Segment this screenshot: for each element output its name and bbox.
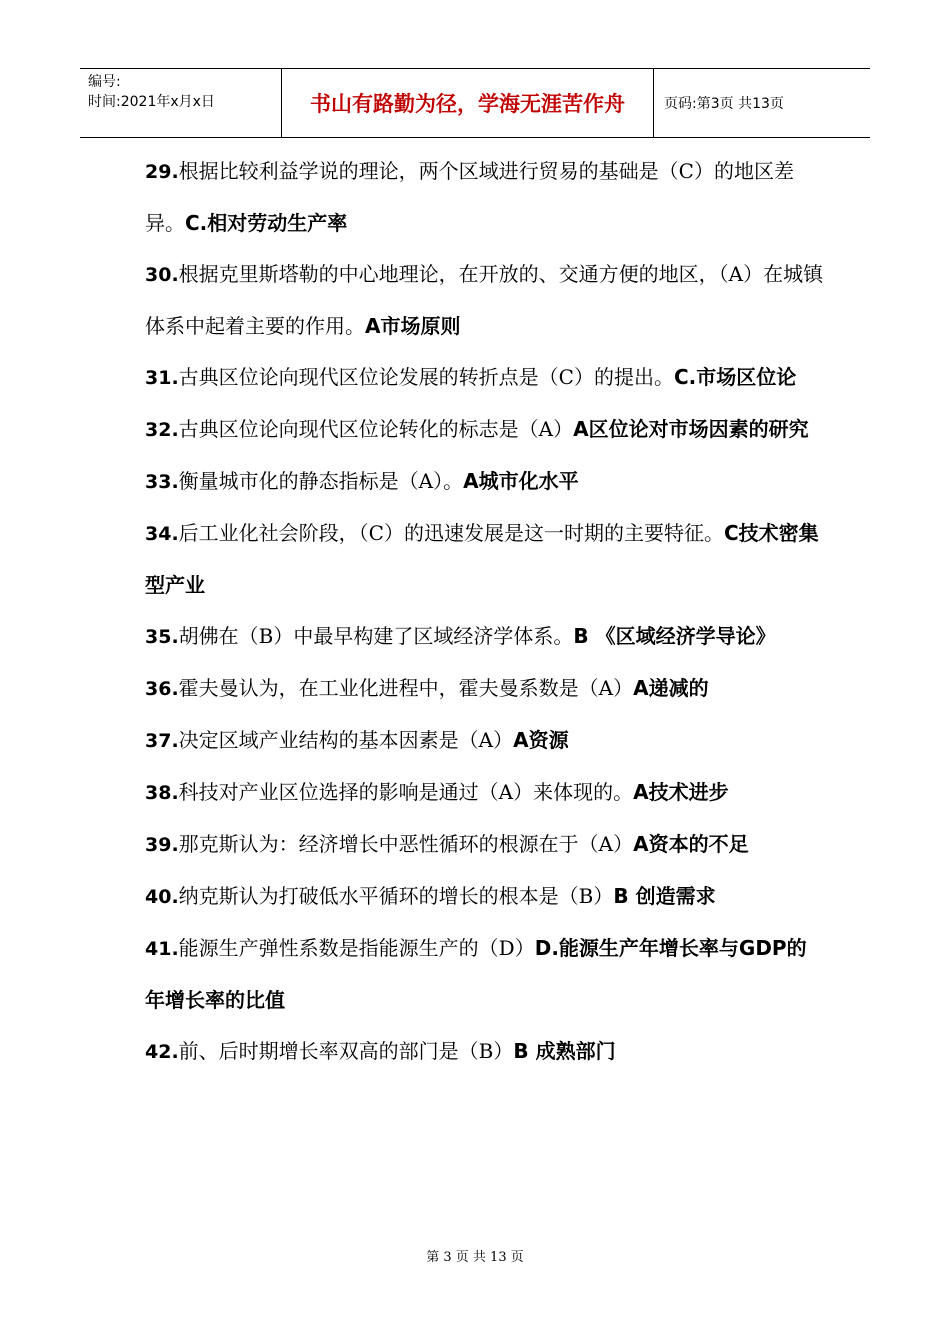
question-answer: A递减的 bbox=[633, 676, 709, 700]
question-item bbox=[145, 456, 825, 508]
question-item bbox=[145, 715, 825, 767]
header-motto: 书山有路勤为径，学海无涯苦作舟 bbox=[282, 69, 654, 137]
question-answer: A技术进步 bbox=[633, 780, 729, 804]
date-label: 时间:2021年x月x日 bbox=[88, 94, 215, 110]
question-number: 29. bbox=[145, 161, 179, 183]
question-text: 那克斯认为：经济增长中恶性循环的根源在于（A） bbox=[178, 832, 634, 856]
question-text: 古典区位论向现代区位论发展的转折点是（C）的提出。 bbox=[178, 365, 674, 389]
question-answer: B 创造需求 bbox=[613, 884, 716, 908]
question-item bbox=[145, 819, 825, 871]
question-item bbox=[145, 767, 825, 819]
question-answer: A资本的不足 bbox=[633, 832, 749, 856]
page-footer: 第 3 页 共 13 页 bbox=[426, 1250, 524, 1265]
question-text: 古典区位论向现代区位论转化的标志是（A） bbox=[178, 417, 574, 441]
question-text: 科技对产业区位选择的影响是通过（A）来体现的。 bbox=[178, 780, 634, 804]
question-answer: A资源 bbox=[513, 728, 569, 752]
question-answer: B 《区域经济学导论》 bbox=[573, 624, 776, 648]
question-text: 后工业化社会阶段，（C）的迅速发展是这一时期的主要特征。 bbox=[178, 521, 724, 545]
question-number: 41. bbox=[145, 938, 179, 960]
question-item bbox=[145, 923, 825, 1026]
question-number: 36. bbox=[145, 678, 179, 700]
question-item bbox=[145, 663, 825, 715]
question-text: 能源生产弹性系数是指能源生产的（D） bbox=[178, 936, 535, 960]
question-number: 42. bbox=[145, 1041, 179, 1063]
question-text: 决定区域产业结构的基本因素是（A） bbox=[178, 728, 514, 752]
question-number: 32. bbox=[145, 419, 179, 441]
question-item bbox=[145, 249, 825, 352]
question-item bbox=[145, 146, 825, 249]
question-item bbox=[145, 352, 825, 404]
question-item bbox=[145, 404, 825, 456]
question-number: 31. bbox=[145, 367, 179, 389]
question-item bbox=[145, 871, 825, 923]
question-item bbox=[145, 611, 825, 663]
question-answer: D.能源生产年增长率与GDP的年增长率的比值 bbox=[145, 936, 807, 1012]
question-answer: A城市化水平 bbox=[463, 469, 579, 493]
question-text: 根据克里斯塔勒的中心地理论，在开放的、交通方便的地区，（A）在城镇体系中起着主要的作用。 bbox=[145, 262, 824, 338]
question-answer: A市场原则 bbox=[365, 314, 461, 338]
question-item bbox=[145, 1026, 825, 1078]
question-answer: A区位论对市场因素的研究 bbox=[573, 417, 809, 441]
header-meta bbox=[80, 69, 282, 137]
question-text: 胡佛在（B）中最早构建了区域经济学体系。 bbox=[178, 624, 574, 648]
question-answer: C.市场区位论 bbox=[673, 365, 797, 389]
question-number: 37. bbox=[145, 730, 179, 752]
page-header bbox=[80, 68, 870, 138]
code-label: 编号: bbox=[88, 74, 121, 90]
question-text: 前、后时期增长率双高的部门是（B） bbox=[178, 1039, 514, 1063]
question-number: 35. bbox=[145, 626, 179, 648]
question-number: 39. bbox=[145, 834, 179, 856]
question-number: 33. bbox=[145, 471, 179, 493]
question-text: 纳克斯认为打破低水平循环的增长的根本是（B） bbox=[178, 884, 614, 908]
question-number: 40. bbox=[145, 886, 179, 908]
question-number: 38. bbox=[145, 782, 179, 804]
question-number: 34. bbox=[145, 523, 179, 545]
question-answer: B 成熟部门 bbox=[513, 1039, 616, 1063]
question-item bbox=[145, 508, 825, 611]
question-answer: C.相对劳动生产率 bbox=[185, 211, 348, 235]
question-answer: C技术密集型产业 bbox=[145, 521, 819, 597]
question-text: 霍夫曼认为，在工业化进程中，霍夫曼系数是（A） bbox=[178, 676, 634, 700]
question-list bbox=[145, 146, 825, 1078]
header-page-info: 页码:第3页 共13页 bbox=[664, 96, 784, 112]
question-text: 衡量城市化的静态指标是（A）。 bbox=[178, 469, 464, 493]
question-text: 根据比较利益学说的理论，两个区域进行贸易的基础是（C）的地区差异。 bbox=[145, 159, 794, 235]
question-number: 30. bbox=[145, 264, 179, 286]
